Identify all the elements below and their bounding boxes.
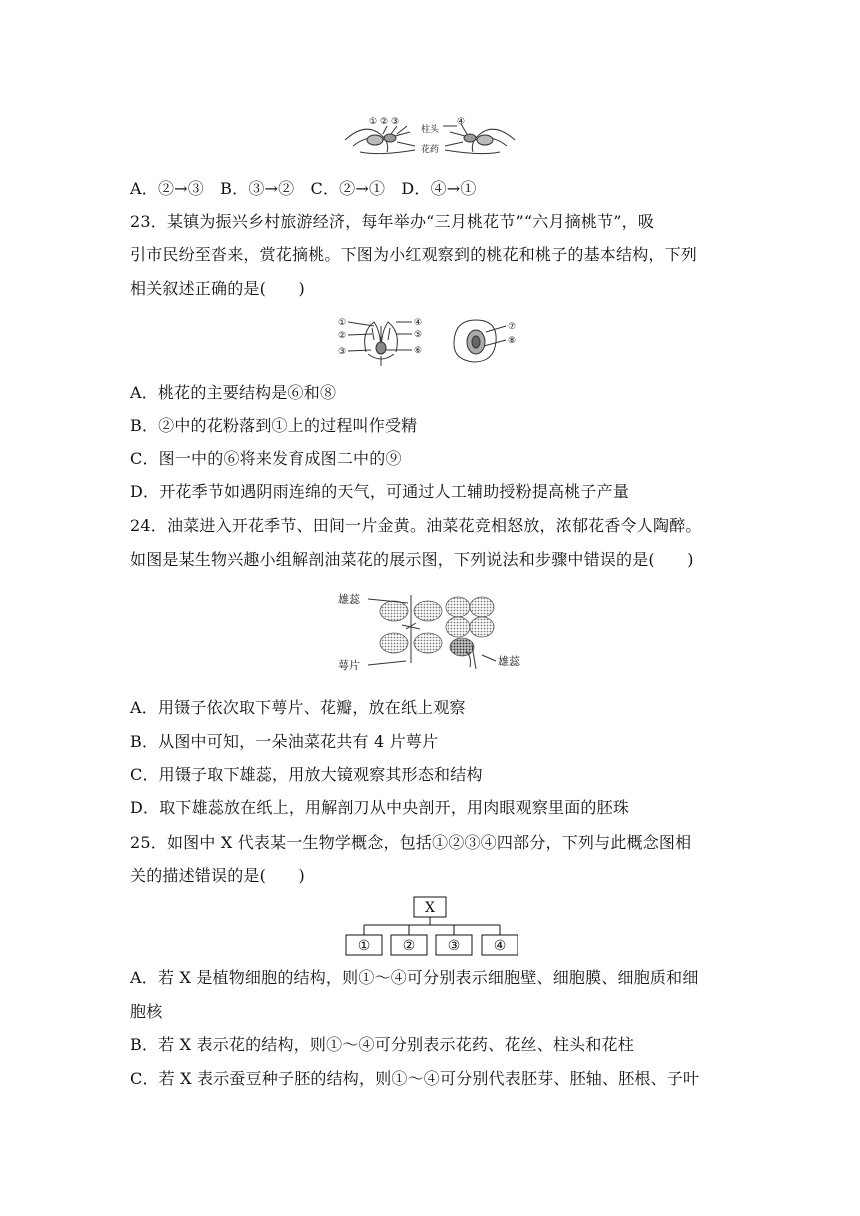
q25-option-a-line-2: 胞核	[130, 1002, 163, 1021]
fig23-marker-7: ⑦	[508, 322, 517, 332]
fig23-marker-4: ④	[414, 318, 423, 328]
fig24-label-pistil: 雄蕊	[498, 655, 520, 668]
q23-option-c: C．图一中的⑥将来发育成图二中的⑨	[130, 449, 402, 468]
q25-stem-line-2: 关的描述错误的是( )	[130, 866, 305, 885]
q24-option-b: B．从图中可知，一朵油菜花共有 4 片萼片	[130, 732, 439, 751]
fig23-marker-1: ①	[338, 318, 347, 328]
fig22-marker-2: ②	[380, 117, 389, 127]
q23-option-b: B．②中的花粉落到①上的过程叫作受精	[130, 416, 418, 435]
fig22-label-stigma: 柱头	[421, 125, 440, 135]
q24-option-a: A．用镊子依次取下萼片、花瓣，放在纸上观察	[130, 698, 466, 717]
fig22-marker-1: ①	[369, 117, 378, 127]
fig23-marker-2: ②	[338, 331, 347, 341]
concept-box-4-label: ④	[493, 938, 507, 954]
fig24-label-sepal: 萼片	[338, 659, 360, 672]
concept-root-label: X	[425, 900, 435, 916]
q24-option-c: C．用镊子取下雄蕊，用放大镜观察其形态和结构	[130, 765, 483, 784]
fig22-marker-4: ④	[457, 117, 466, 127]
concept-box-2-label: ②	[402, 938, 416, 954]
concept-box-3-label: ③	[447, 938, 461, 954]
q23-stem-line-1: 23．某镇为振兴乡村旅游经济，每年举办“三月桃花节”“六月摘桃节”，吸	[130, 212, 655, 231]
q25-concept-diagram	[342, 895, 518, 959]
concept-box-1-label: ①	[357, 938, 371, 954]
q25-stem-line-1: 25．如图中 X 代表某一生物学概念，包括①②③④四部分，下列与此概念图相	[130, 833, 692, 852]
q23-stem-line-2: 引市民纷至沓来，赏花摘桃。下图为小红观察到的桃花和桃子的基本结构，下列	[130, 245, 698, 264]
q22-flower-figure	[335, 112, 525, 162]
q24-option-d: D．取下雄蕊放在纸上，用解剖刀从中央剖开，用肉眼观察里面的胚珠	[130, 798, 630, 817]
q24-stem-line-2: 如图是某生物兴趣小组解剖油菜花的展示图，下列说法和步骤中错误的是( )	[130, 550, 694, 569]
fig23-marker-8: ⑧	[508, 336, 517, 346]
q25-option-c: C．若 X 表示蚕豆种子胚的结构，则①～④可分别代表胚芽、胚轴、胚根、子叶	[130, 1069, 700, 1088]
q24-rapeseed-figure	[336, 585, 526, 677]
q22-options: A．②→③ B．③→② C．②→① D．④→①	[130, 179, 477, 198]
fig23-marker-3: ③	[338, 347, 347, 357]
q25-option-b: B．若 X 表示花的结构，则①～④可分别表示花药、花丝、柱头和花柱	[130, 1035, 634, 1054]
q23-peach-figure	[336, 312, 530, 368]
fig23-marker-6: ⑥	[414, 346, 423, 356]
fig23-marker-5: ⑤	[414, 330, 423, 340]
q23-option-d: D．开花季节如遇阴雨连绵的天气，可通过人工辅助授粉提高桃子产量	[130, 482, 630, 501]
fig22-label-anther: 花药	[421, 145, 440, 155]
fig24-label-stamen-top: 雄蕊	[338, 593, 360, 606]
q23-option-a: A．桃花的主要结构是⑥和⑧	[130, 383, 337, 402]
q24-stem-line-1: 24．油菜进入开花季节、田间一片金黄。油菜花竞相怒放，浓郁花香令人陶醉。	[130, 516, 702, 535]
fig22-marker-3: ③	[391, 117, 400, 127]
q25-option-a-line-1: A．若 X 是植物细胞的结构，则①～④可分别表示细胞壁、细胞膜、细胞质和细	[130, 968, 699, 987]
q23-stem-line-3: 相关叙述正确的是( )	[130, 279, 305, 298]
